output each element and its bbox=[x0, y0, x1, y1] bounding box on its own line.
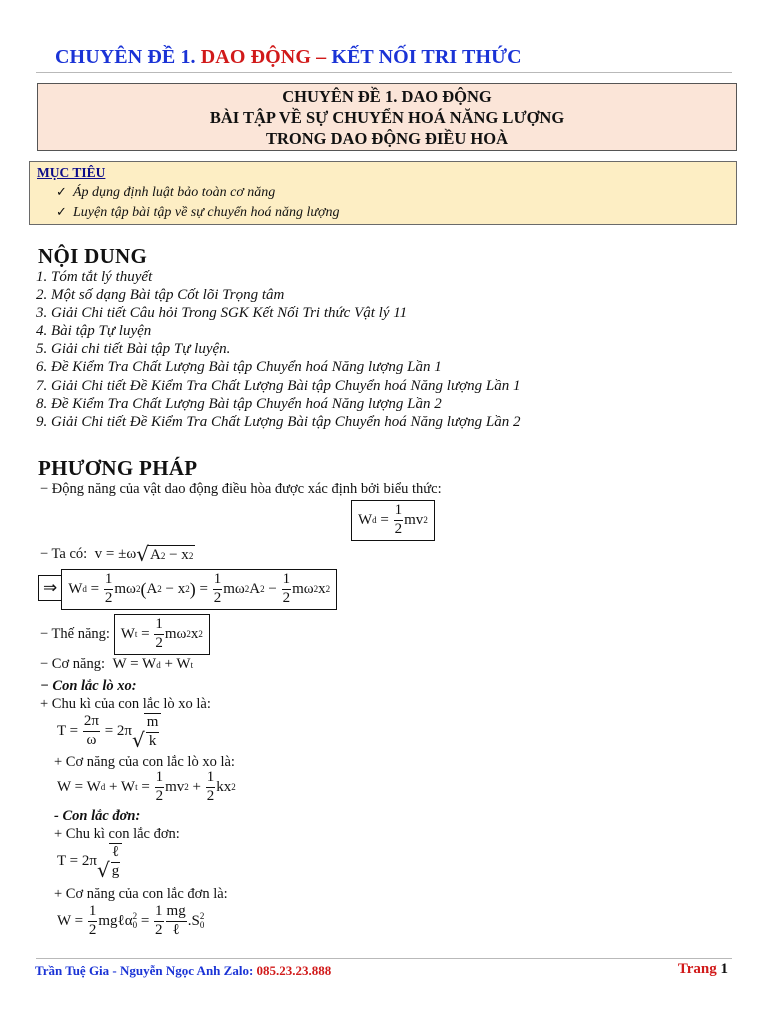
content-item: 8. Đề Kiểm Tra Chất Lượng Bài tập Chuyển hoá Năng lượng Lần 2 bbox=[36, 395, 442, 412]
we-have-label: − Ta có: bbox=[40, 545, 88, 562]
formula-mechanical-energy: − Cơ năng: W = W d + W t bbox=[40, 656, 194, 672]
objective-item bbox=[37, 183, 736, 203]
content-item: 6. Đề Kiểm Tra Chất Lượng Bài tập Chuyển hoá Năng lượng Lần 1 bbox=[36, 359, 442, 376]
formula-kinetic-expanded: ⇒ W d = $\frac{1}{2}$ mω 2 ( A 2 − x 2 ) = $\frac{1}{2}$ mω 2 A 2 − $\frac{1}{2}$ mω 2 x 2 bbox=[38, 569, 337, 610]
formula-pendulum-period: T = 2π √ $\frac{\text{ℓ}}{g}$ bbox=[57, 843, 122, 880]
formula-spring-energy: W = W d + W t = $\frac{1}{2}$ mv 2 + $\frac{1}{2}$ kx 2 bbox=[57, 769, 236, 804]
footer-authors-text: Trần Tuệ Gia - Nguyễn Ngọc Anh Zalo: bbox=[35, 963, 257, 978]
header-title bbox=[55, 46, 522, 69]
content-item: 5. Giải chi tiết Bài tập Tự luyện. bbox=[36, 341, 231, 358]
header-divider bbox=[36, 72, 732, 73]
footer-authors bbox=[35, 963, 331, 979]
content-item: 7. Giải Chi tiết Đề Kiểm Tra Chất Lượng Bài tập Chuyển hoá Năng lượng Lần 1 bbox=[36, 377, 521, 394]
objectives-heading: MỤC TIÊU bbox=[37, 165, 106, 180]
method-heading: PHƯƠNG PHÁP bbox=[38, 456, 198, 480]
formula-velocity: − Ta có: v = ±ω √ A 2 − x 2 bbox=[40, 542, 194, 566]
lesson-title-box bbox=[37, 83, 737, 151]
header-title-part2: DAO ĐỘNG – bbox=[200, 46, 332, 68]
footer-divider bbox=[36, 958, 732, 959]
check-icon: ✓ bbox=[56, 205, 67, 220]
header-title-part3: KẾT NỐI TRI THỨC bbox=[331, 46, 522, 68]
lesson-title-line-2: BÀI TẬP VỀ SỰ CHUYỂN HOÁ NĂNG LƯỢNG bbox=[209, 108, 565, 127]
footer-page-number: 1 bbox=[720, 961, 728, 977]
pendulum-period-text: + Chu kì con lắc đơn: bbox=[54, 826, 180, 842]
footer-page-label: Trang bbox=[677, 961, 721, 977]
formula-kinetic-energy: W d = $\frac{1}{2}$ mv 2 bbox=[351, 500, 435, 541]
objective-item bbox=[37, 203, 736, 223]
content-item: 4. Bài tập Tự luyện bbox=[36, 323, 152, 340]
lesson-title-line-3: TRONG DAO ĐỘNG ĐIỀU HOÀ bbox=[265, 129, 508, 148]
formula-pendulum-energy: W = $\frac{1}{2}$ mgℓα 2 0 = $\frac{1}{2}$ $\frac{mg}{\text{ℓ}}$ .S 2 0 bbox=[57, 903, 205, 938]
pendulum-energy-text: + Cơ năng của con lắc đơn là: bbox=[54, 886, 228, 902]
kinetic-energy-intro: − Động năng của vật dao động điều hòa được xác định bởi biểu thức: bbox=[40, 481, 442, 497]
simple-pendulum-heading: - Con lắc đơn: bbox=[54, 808, 141, 824]
content-heading: NỘI DUNG bbox=[38, 244, 148, 268]
content-item: 3. Giải Chi tiết Câu hỏi Trong SGK Kết Nối Tri thức Vật lý 11 bbox=[36, 305, 408, 322]
spring-energy-text: + Cơ năng của con lắc lò xo là: bbox=[54, 754, 235, 770]
objectives-box bbox=[29, 161, 737, 225]
objective-text: Áp dụng định luật bảo toàn cơ năng bbox=[73, 185, 276, 200]
objective-text: Luyện tập bài tập về sự chuyển hoá năng lượng bbox=[73, 205, 340, 220]
content-item: 1. Tóm tắt lý thuyết bbox=[36, 269, 153, 285]
header-title-part1: CHUYÊN ĐỀ 1. bbox=[55, 46, 201, 68]
spring-period-text: + Chu kì của con lắc lò xo là: bbox=[40, 696, 211, 712]
footer-page bbox=[678, 961, 728, 978]
formula-spring-period: T = $\frac{2\pi}{\omega}$ = 2π √ $\frac{m}{k}$ bbox=[57, 713, 161, 750]
content-item: 2. Một số dạng Bài tập Cốt lõi Trọng tâm bbox=[36, 287, 285, 304]
content-list bbox=[36, 268, 520, 431]
potential-label: − Thế năng: bbox=[40, 625, 110, 642]
lesson-title-line-1: CHUYÊN ĐỀ 1. DAO ĐỘNG bbox=[282, 87, 492, 106]
content-item: 9. Giải Chi tiết Đề Kiểm Tra Chất Lượng Bài tập Chuyển hoá Năng lượng Lần 2 bbox=[36, 413, 521, 430]
check-icon: ✓ bbox=[56, 185, 67, 200]
footer-zalo-number: 085.23.23.888 bbox=[256, 963, 332, 978]
formula-potential-energy: − Thế năng: W t = $\frac{1}{2}$ mω 2 x 2 bbox=[40, 614, 210, 655]
mechanical-label: − Cơ năng: bbox=[40, 656, 105, 672]
spring-pendulum-heading: − Con lắc lò xo: bbox=[40, 678, 137, 694]
